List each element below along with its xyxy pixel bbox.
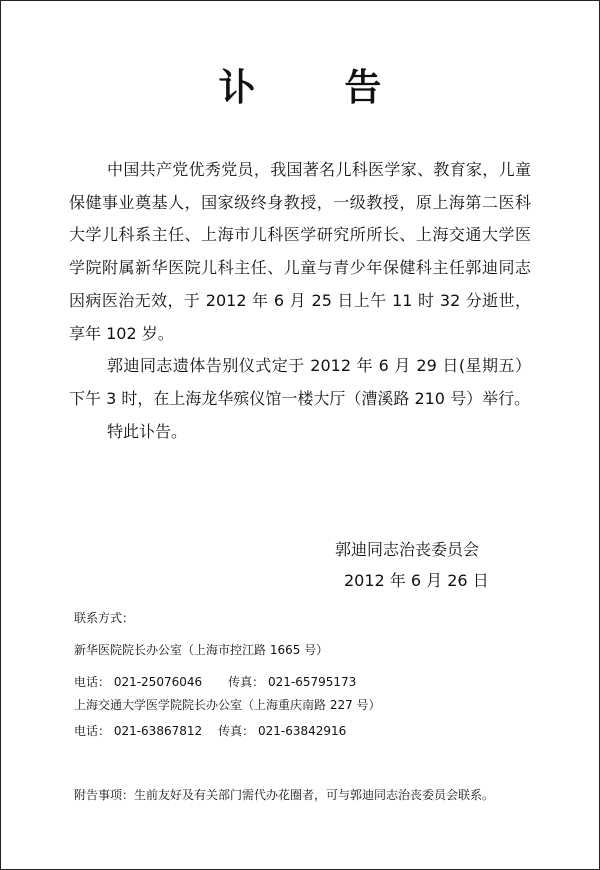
contact-office-xinhua: 新华医院院长办公室（上海市控江路 1665 号）	[74, 643, 329, 657]
signature-organization: 郭迪同志治丧委员会	[335, 540, 480, 559]
paragraph-farewell-ceremony: 郭迪同志遗体告别仪式定于 2012 年 6 月 29 日(星期五）下午 3 时，在上海龙华殡仪馆一楼大厅（漕溪路 210 号）举行。	[69, 356, 531, 408]
sjtu-fax: 传真： 021-63842916	[218, 724, 347, 738]
contact-sjtu-phone-line	[74, 722, 554, 740]
xinhua-phone: 电话： 021-25076046	[74, 675, 203, 689]
xinhua-fax: 传真： 021-65795173	[228, 675, 357, 689]
paragraph-closing: 特此讣告。	[107, 421, 188, 441]
contact-office-sjtu: 上海交通大学医学院院长办公室（上海重庆南路 227 号）	[74, 698, 381, 712]
document-title: 讣 告	[218, 66, 420, 109]
contact-xinhua-phone-line	[74, 673, 554, 691]
paragraph-announcement: 中国共产党优秀党员，我国著名儿科医学家、教育家，儿童保健事业奠基人，国家级终身教授，一级教授，原上海第二医科大学儿科系主任、上海市儿科医学研究所所长、上海交通大学医学院附属新华医院儿科主任、儿童与青少年保健科主任郭迪同志因病医治无效，于 2012 年 6 月 25 日上午 11 时 32 分逝世，享年 102 岁。	[69, 160, 531, 343]
obituary-body	[69, 154, 531, 448]
contact-heading: 联系方式：	[74, 611, 135, 625]
additional-notice: 附告事项：生前友好及有关部门需代办花圈者，可与郭迪同志治丧委员会联系。	[74, 788, 495, 802]
signature-date: 2012 年 6 月 26 日	[344, 571, 489, 590]
sjtu-phone: 电话： 021-63867812	[74, 724, 203, 738]
